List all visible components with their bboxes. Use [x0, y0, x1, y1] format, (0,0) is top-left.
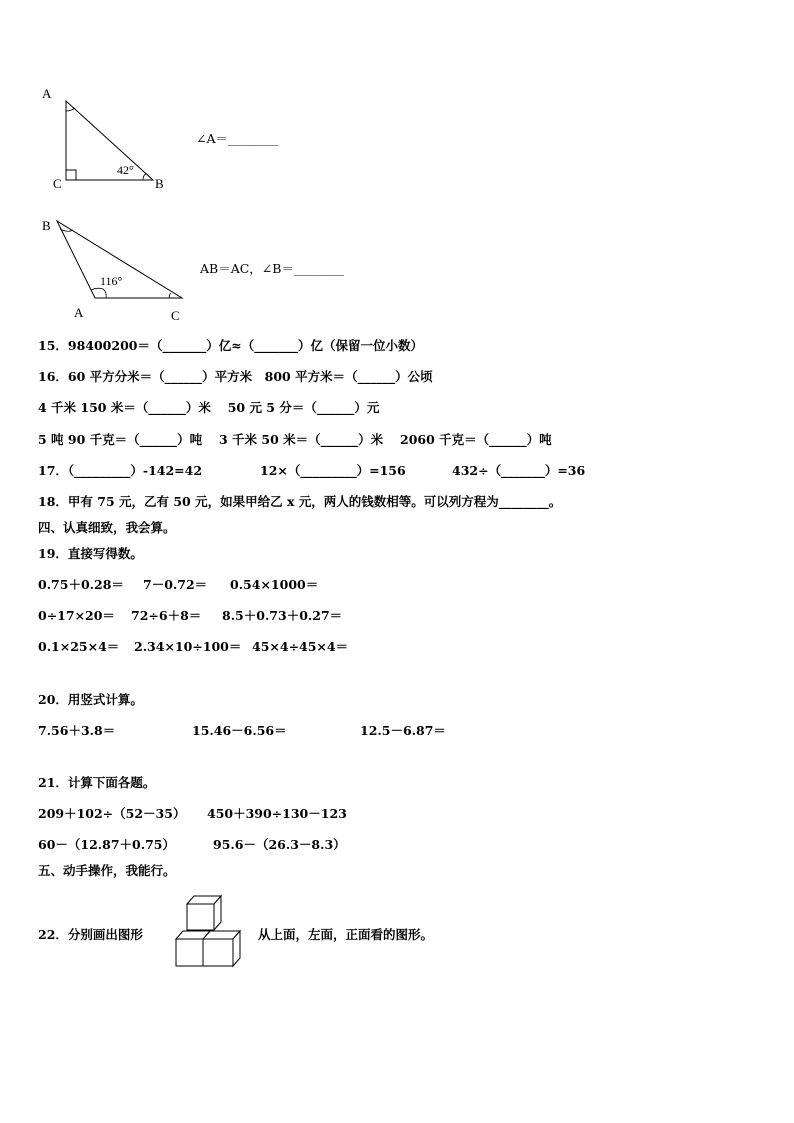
section-4-heading: 四、认真细致，我会算。 [38, 520, 176, 535]
vertex-label-a2: A [74, 305, 84, 320]
q19-item: 0.54×1000＝ [230, 577, 319, 592]
right-angle-mark [66, 170, 76, 180]
question-19-title: 19．直接写得数。 [38, 546, 143, 561]
angle-a2-label: 116° [100, 274, 123, 288]
q19-item: 8.5＋0.73＋0.27＝ [222, 608, 343, 623]
q19-item: 2.34×10÷100＝ [134, 639, 242, 654]
question-17-c: 432÷（_______）=36 [452, 463, 586, 478]
question-16-line-3: 5 吨 90 千克＝（______）吨 3 千米 50 米＝（______）米 2060 千克＝（______）吨 [38, 432, 552, 447]
question-22-prefix: 22．分别画出图形 [38, 927, 143, 942]
question-18: 18．甲有 75 元，乙有 50 元，如果甲给乙 x 元，两人的钱数相等。可以列方程为________。 [38, 494, 562, 509]
vertex-label-b2: B [42, 218, 51, 233]
tri1-question: ∠A＝________ [196, 131, 279, 146]
vertex-label-c2: C [171, 308, 180, 323]
q19-item: 45×4÷45×4＝ [252, 639, 349, 654]
triangle-1-outline [66, 101, 153, 180]
q21-item: 95.6－（26.3－8.3） [213, 837, 346, 852]
section-5-heading: 五、动手操作，我能行。 [38, 863, 176, 878]
q20-item: 15.46－6.56＝ [192, 723, 287, 738]
q19-item: 7－0.72＝ [143, 577, 208, 592]
angle-c2-arc [169, 293, 171, 298]
tri2-question: AB＝AC，∠B＝________ [200, 261, 344, 276]
q19-item: 0.75＋0.28＝ [38, 577, 124, 592]
cube-stack-figure [176, 896, 240, 966]
angle-b-arc [143, 174, 146, 180]
question-16-line-2: 4 千米 150 米＝（______）米 50 元 5 分＝（______）元 [38, 400, 380, 415]
q19-item: 0÷17×20＝ [38, 608, 115, 623]
angle-a-arc [66, 108, 75, 111]
q21-item: 450＋390÷130－123 [207, 806, 347, 821]
vertex-label-c1: C [53, 176, 62, 191]
vertex-label-a1: A [42, 86, 52, 101]
q20-item: 7.56＋3.8＝ [38, 723, 116, 738]
question-17-b: 12×（_________）=156 [260, 463, 406, 478]
q20-item: 12.5－6.87＝ [360, 723, 446, 738]
q19-item: 72÷6＋8＝ [131, 608, 202, 623]
q21-item: 209＋102÷（52－35） [38, 806, 186, 821]
question-22-suffix: 从上面，左面，正面看的图形。 [258, 927, 434, 942]
question-16-line-1: 16．60 平方分米＝（______）平方米 800 平方米＝（______）公顷 [38, 369, 433, 384]
vertex-label-b1: B [155, 176, 164, 191]
angle-b-label: 42° [117, 163, 134, 177]
question-21-title: 21．计算下面各题。 [38, 775, 156, 790]
question-15: 15．98400200＝（_______）亿≈（_______）亿（保留一位小数） [38, 338, 423, 353]
q21-item: 60－（12.87＋0.75） [38, 837, 175, 852]
angle-a2-arc [91, 288, 106, 298]
question-20-title: 20．用竖式计算。 [38, 692, 143, 707]
q19-item: 0.1×25×4＝ [38, 639, 120, 654]
question-17-a: 17．（_________）-142=42 [38, 463, 203, 478]
